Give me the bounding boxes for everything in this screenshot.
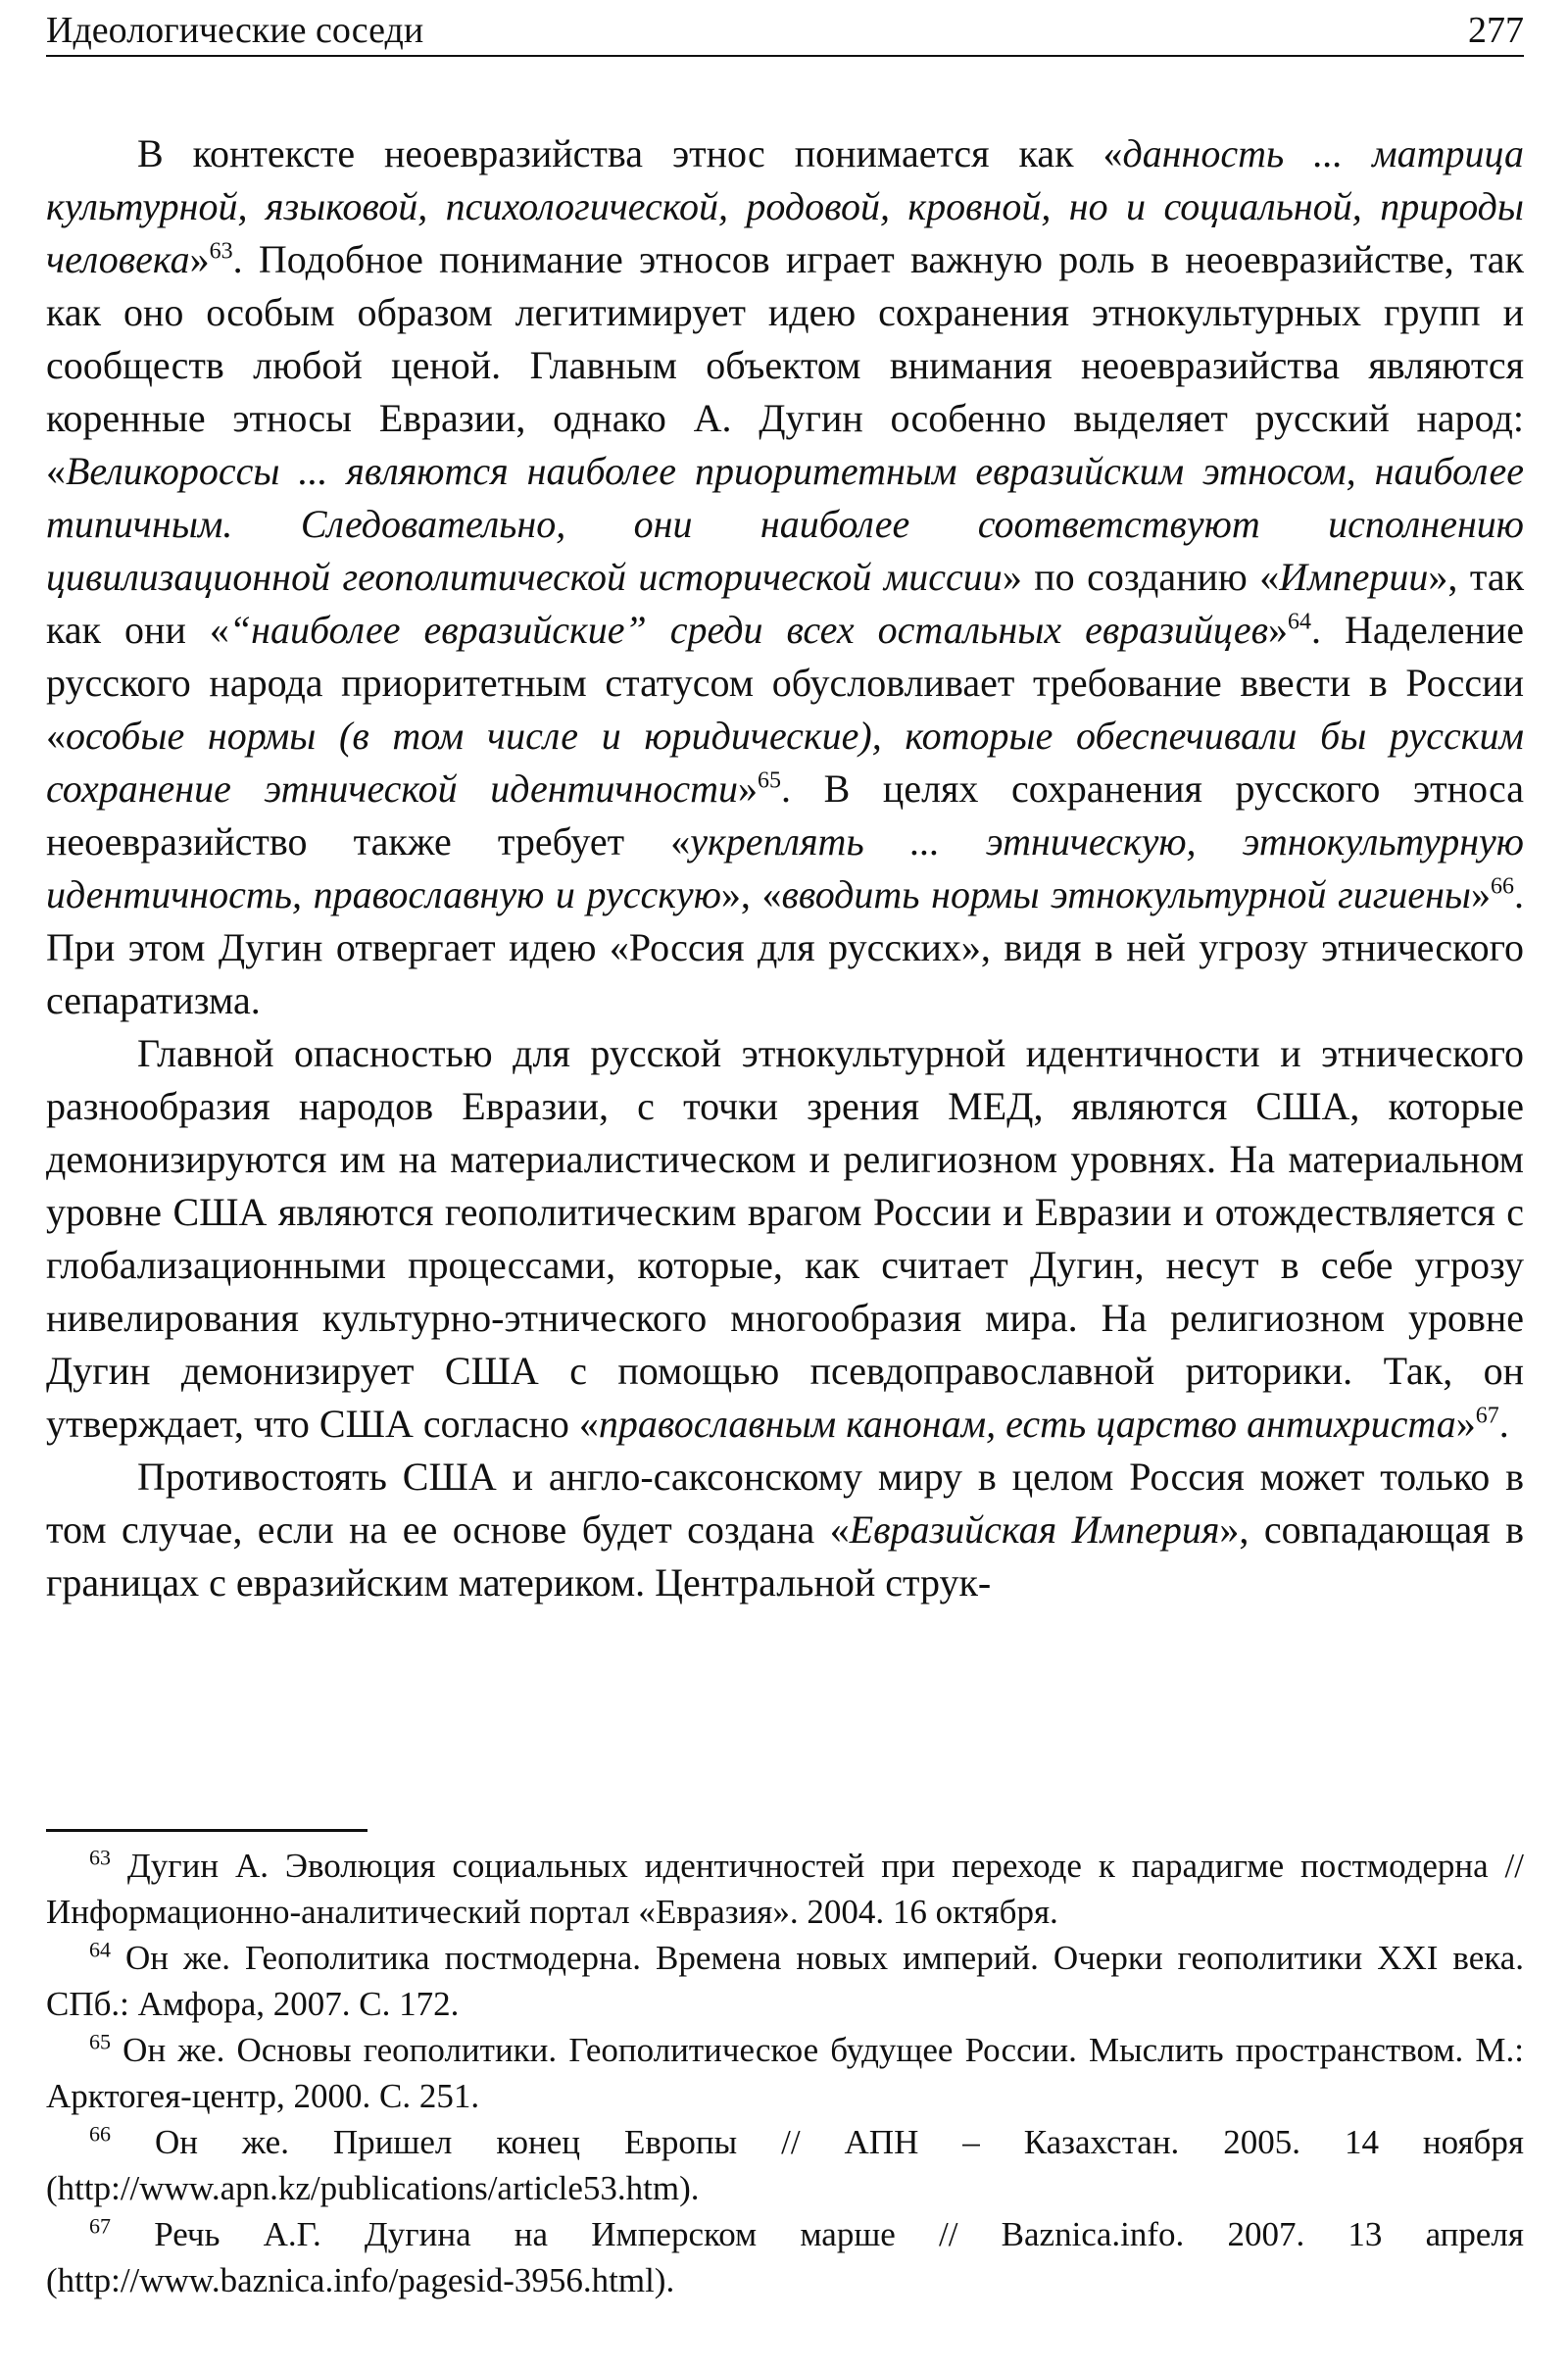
footnote (46, 1935, 1524, 2027)
footnote-number: 67 (89, 2213, 111, 2239)
footnote-ref-67[interactable]: 67 (1475, 1403, 1499, 1429)
footnote-number: 64 (89, 1937, 111, 1962)
paragraph-2 (46, 1027, 1524, 1451)
footnote-number: 63 (89, 1845, 111, 1870)
quote: Великороссы ... являются наиболее приоритетным евразийским этносом, наиболее типичным. Следовательно, они наиболее соответствуют исполнению цивилизационной геополитической исторической миссии (46, 449, 1524, 599)
text-span: », совпадающая в границах с евразийским материком. Центральной струк- (46, 1507, 1524, 1605)
footnote (46, 2211, 1524, 2303)
text-span: » (1471, 872, 1491, 916)
quote: вводить нормы этнокультурной гигиены (781, 872, 1471, 916)
text-span: » (189, 237, 210, 281)
footnotes (46, 1843, 1524, 2303)
paragraph-1 (46, 127, 1524, 1027)
footnote-text: Он же. Основы геополитики. Геополитическое будущее России. Мыслить пространством. М.: Арктогея-центр, 2000. С. 251. (46, 2031, 1524, 2115)
quote: данность ... матрица культурной, языковой, психологической, родовой, кровной, но и социальной, природы человека (46, 131, 1525, 281)
quote: Империи (1279, 555, 1429, 599)
text-span: » (1267, 608, 1288, 652)
text-span: . В целях сохранения русского этноса неоевразийство также требует « (46, 766, 1524, 864)
quote: Евразийская Империя (849, 1507, 1220, 1552)
text-span: » (1455, 1402, 1476, 1446)
footnote (46, 1843, 1524, 1935)
footnote-ref-63[interactable]: 63 (209, 238, 233, 265)
quote: “наиболее евразийские” среди всех остальных евразийцев (228, 608, 1268, 652)
footnote-ref-65[interactable]: 65 (758, 767, 781, 794)
text-span: В контексте неоевразийства этнос понимается как « (137, 131, 1123, 175)
running-title: Идеологические соседи (46, 10, 424, 51)
text-span: » (738, 766, 758, 811)
footnote-ref-66[interactable]: 66 (1491, 873, 1514, 900)
paragraph-3 (46, 1451, 1524, 1609)
page-number: 277 (1468, 10, 1524, 51)
quote: православным канонам, есть царство антихриста (598, 1402, 1456, 1446)
text-span: . (1498, 1402, 1509, 1446)
footnote (46, 2119, 1524, 2211)
text-span: », « (720, 872, 782, 916)
text-span: . Наделение русского народа приоритетным статусом обусловливает требование ввести в России « (46, 608, 1525, 758)
footnote-text: Дугин А. Эволюция социальных идентичностей при переходе к парадигме постмодерна // Информационно-аналитический портал «Евразия». 2004. 16 октября. (46, 1847, 1525, 1931)
text-span: », так как они « (46, 555, 1525, 652)
footnote-number: 65 (89, 2029, 111, 2054)
footnote-text: Он же. Геополитика постмодерна. Времена новых империй. Очерки геополитики XXI века. СПб.: Амфора, 2007. С. 172. (46, 1939, 1525, 2023)
footnote-text: Он же. Пришел конец Европы // АПН – Казахстан. 2005. 14 ноября (http://www.apn.kz/publications/article53.htm). (46, 2123, 1525, 2207)
quote: особые нормы (в том числе и юридические), которые обеспечивали бы русским сохранение этнической идентичности (46, 714, 1524, 811)
text-span: . Подобное понимание этносов играет важную роль в неоевразийстве, так как оно особым образом легитимирует идею сохранения этнокультурных групп и сообществ любой ценой. Главным объектом внимания неоевразийства являются коренные этносы Евразии, однако А. Дугин особенно выделяет русский народ: « (46, 237, 1524, 493)
footnote-number: 66 (89, 2121, 111, 2147)
quote: укреплять ... этническую, этнокультурную идентичность, православную и русскую (46, 819, 1524, 916)
text-span: Противостоять США и англо-саксонскому миру в целом Россия может только в том случае, если на ее основе будет создана « (46, 1455, 1524, 1552)
main-text (46, 127, 1524, 1609)
footnote-separator (46, 1829, 368, 1832)
text-span: . При этом Дугин отвергает идею «Россия для русских», видя в ней угрозу этнического сепаратизма. (46, 872, 1524, 1022)
running-header (46, 6, 1524, 57)
text-span: » по созданию « (1002, 555, 1280, 599)
footnote-ref-64[interactable]: 64 (1287, 609, 1311, 635)
footnote-text: Речь А.Г. Дугина на Имперском марше // Baznica.info. 2007. 13 апреля (http://www.baznica.info/pagesid-3956.html). (46, 2215, 1524, 2299)
text-span: Главной опасностью для русской этнокультурной идентичности и этнического разнообразия народов Евразии, с точки зрения МЕД, являются США, которые демонизируются им на материалистическом и религиозном уровнях. На материальном уровне США являются геополитическим врагом России и Евразии и отождествляется с глобализационными процессами, которые, как считает Дугин, несут в себе угрозу нивелирования культурно-этнического многообразия мира. На религиозном уровне Дугин демонизирует США с помощью псевдоправославной риторики. Так, он утверждает, что США согласно « (46, 1031, 1524, 1446)
footnote (46, 2027, 1524, 2119)
